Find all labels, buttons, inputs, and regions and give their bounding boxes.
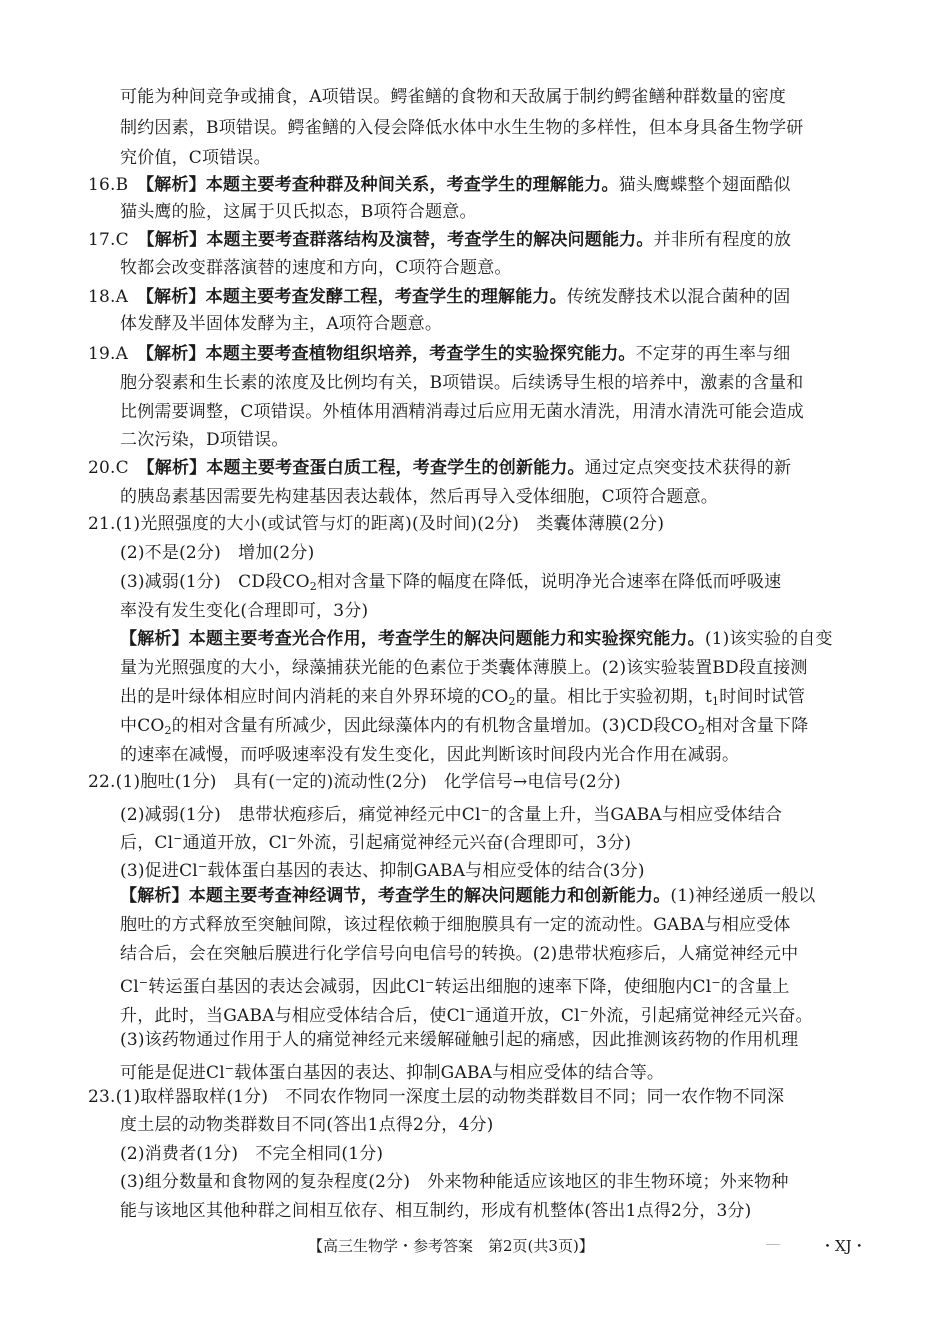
text: 外流，引起痛觉神经元兴奋(合理即可，3分) <box>296 833 632 853</box>
text: 的含量上升，当GABA与相应受体结合 <box>490 805 783 825</box>
text: Cl <box>120 977 139 997</box>
answer-23 <box>88 1086 784 1108</box>
superscript: − <box>173 832 183 845</box>
subscript: 2 <box>309 580 317 593</box>
text: (2)减弱(1分) 患带状疱疹后，痛觉神经元中Cl <box>120 805 481 825</box>
text-line: (3)该药物通过作用于人的痛觉神经元来缓解碰触引起的痛感，因此推测该药物的作用机理 <box>120 1030 799 1050</box>
question-number: 23. <box>88 1087 116 1107</box>
text: 转运蛋白基因的表达会减弱，因此Cl <box>148 977 426 997</box>
question-number: 16.B <box>88 175 129 195</box>
text: 的相对含量有所减少，因此绿藻体内的有机物含量增加。(3)CD段CO <box>171 716 699 736</box>
text: 的含量上 <box>720 977 790 997</box>
text-line: 可能为种间竞争或捕食，A项错误。鳄雀鳝的食物和天敌属于制约鳄雀鳝种群数量的密度 <box>120 87 787 107</box>
text-line <box>120 972 790 998</box>
question-number: 21. <box>88 514 116 534</box>
text: 可能是促进Cl <box>120 1063 225 1083</box>
text-line <box>120 856 645 882</box>
question-number: 19.A <box>88 344 129 364</box>
answer-16 <box>88 174 791 196</box>
text-line: 胞分裂素和生长素的浓度及比例均有关，B项错误。后续诱导生根的培养中，激素的含量和 <box>120 373 804 393</box>
superscript: − <box>465 1005 475 1018</box>
text: 后，Cl <box>120 833 174 853</box>
answer-22 <box>88 771 621 793</box>
text: 中CO <box>120 716 165 736</box>
superscript: − <box>579 1005 590 1018</box>
subscript: 1 <box>711 695 720 708</box>
subscript: 2 <box>164 724 172 737</box>
text-line <box>120 571 781 598</box>
text-line <box>120 715 808 742</box>
answer-20 <box>88 457 791 479</box>
text-line: (2)不是(2分) 增加(2分) <box>120 543 315 563</box>
text-line: 的胰岛素基因需要先构建基因表达载体，然后再导入受体细胞，C项符合题意。 <box>120 487 719 507</box>
question-number: 17.C <box>88 230 129 250</box>
text-line: (3)组分数量和食物网的复杂程度(2分) 外来物种能适应该地区的非生物环境；外来物种 <box>120 1172 789 1192</box>
text-line: 猫头鹰的脸，这属于贝氏拟态，B项符合题意。 <box>120 202 477 222</box>
text: (1)该实验的自变 <box>704 629 833 649</box>
text-line: 结合后，会在突触后膜进行化学信号向电信号的转换。(2)患带状疱疹后，人痛觉神经元中 <box>120 944 799 964</box>
subscript: 2 <box>698 724 706 737</box>
question-number: 20.C <box>88 458 129 478</box>
footer-divider <box>766 1244 780 1245</box>
text: (1)取样器取样(1分) 不同农作物同一深度土层的动物类群数目不同；同一农作物不同深 <box>115 1087 785 1107</box>
text: 通过定点突变技术获得的新 <box>584 458 792 478</box>
analysis-tag: 【解析】本题主要考查群落结构及演替，考查学生的解决问题能力。 <box>146 230 654 250</box>
text-line <box>120 1001 813 1027</box>
text: 外流，引起痛觉神经元兴奋。 <box>589 1006 813 1026</box>
answer-21 <box>88 513 664 535</box>
text-line: 能与该地区其他种群之间相互依存、相互制约，形成有机整体(答出1点得2分，3分) <box>120 1201 752 1221</box>
text-line: 体发酵及半固体发酵为主，A项符合题意。 <box>120 314 443 334</box>
superscript: − <box>224 1062 235 1075</box>
text: 相对含量下降 <box>705 716 809 736</box>
text-line: 制约因素，B项错误。鳄雀鳝的入侵会降低水体中水生生物的多样性，但本身具备生物学研 <box>120 118 804 138</box>
answer-17 <box>88 229 791 251</box>
analysis-line <box>120 628 833 650</box>
text: 并非所有程度的放 <box>653 230 792 250</box>
superscript: − <box>480 804 491 817</box>
text: 升，此时，当GABA与相应受体结合后，使Cl <box>120 1006 466 1026</box>
text-line <box>120 1058 664 1084</box>
text: 传统发酵技术以混合菌种的固 <box>566 287 791 307</box>
text: (3)促进Cl <box>120 861 198 881</box>
footer-code: ・XJ・ <box>820 1237 867 1255</box>
text: 猫头鹰蝶整个翅面酷似 <box>618 175 791 195</box>
text-line <box>120 828 631 854</box>
text: 载体蛋白基因的表达、抑制GABA与相应受体的结合等。 <box>234 1063 665 1083</box>
analysis-tag: 【解析】本题主要考查植物组织培养，考查学生的实验探究能力。 <box>145 344 636 364</box>
text: 转运出细胞的速率下降，使细胞内Cl <box>434 977 712 997</box>
analysis-tag: 【解析】本题主要考查发酵工程，考查学生的理解能力。 <box>145 287 567 307</box>
text-line: 的速率在减慢，而呼吸速率没有发生变化，因此判断该时间段内光合作用在减弱。 <box>120 745 740 765</box>
text: 相对含量下降的幅度在降低，说明净光合速率在降低而呼吸速 <box>316 572 782 592</box>
subscript: 2 <box>508 695 516 708</box>
text: 时间时试管 <box>719 687 806 707</box>
analysis-tag: 【解析】本题主要考查神经调节，考查学生的解决问题能力和创新能力。 <box>120 886 671 906</box>
analysis-tag: 【解析】本题主要考查光合作用，考查学生的解决问题能力和实验探究能力。 <box>120 629 705 649</box>
text: 的量。相比于实验初期，t <box>515 687 712 707</box>
text: (3)减弱(1分) CD段CO <box>120 572 310 592</box>
superscript: − <box>425 976 435 989</box>
text: 不定芽的再生率与细 <box>635 344 791 364</box>
text-line: 量为光照强度的大小，绿藻捕获光能的色素位于类囊体薄膜上。(2)该实验装置BD段直接测 <box>120 658 808 678</box>
text-line: 胞吐的方式释放至突触间隙，该过程依赖于细胞膜具有一定的流动性。GABA与相应受体 <box>120 915 791 935</box>
superscript: − <box>287 832 297 845</box>
superscript: − <box>711 976 721 989</box>
text-line: 度土层的动物类群数目不同(答出1点得2分，4分) <box>120 1115 494 1135</box>
text-line: 牧都会改变群落演替的速度和方向，C项符合题意。 <box>120 258 512 278</box>
superscript: − <box>138 976 149 989</box>
text-line <box>120 800 782 826</box>
question-number: 18.A <box>88 287 129 307</box>
text: 出的是叶绿体相应时间内消耗的来自外界环境的CO <box>120 687 509 707</box>
text-line <box>120 686 805 713</box>
text: (1)胞吐(1分) 具有(一定的)流动性(2分) 化学信号→电信号(2分) <box>115 772 621 792</box>
text-line: 究价值，C项错误。 <box>120 148 271 168</box>
text: (1)神经递质一般以 <box>670 886 816 906</box>
text: 通道开放，Cl <box>182 833 288 853</box>
question-number: 22. <box>88 772 116 792</box>
analysis-tag: 【解析】本题主要考查种群及种间关系，考查学生的理解能力。 <box>145 175 619 195</box>
footer-title: 【高三生物学・参考答案 第2页(共3页)】 <box>308 1237 594 1255</box>
text-line: (2)消费者(1分) 不完全相同(1分) <box>120 1144 384 1164</box>
superscript: − <box>197 860 208 873</box>
text-line: 率没有发生变化(合理即可，3分) <box>120 601 369 621</box>
text-line: 二次污染，D项错误。 <box>120 430 289 450</box>
text-line: 比例需要调整，C项错误。外植体用酒精消毒过后应用无菌水清洗，用清水清洗可能会造成 <box>120 402 805 422</box>
text: (1)光照强度的大小(或试管与灯的距离)(及时间)(2分) 类囊体薄膜(2分) <box>115 514 665 534</box>
answer-19 <box>88 343 790 365</box>
analysis-line <box>120 885 816 907</box>
text: 通道开放，Cl <box>474 1006 580 1026</box>
text: 载体蛋白基因的表达、抑制GABA与相应受体的结合(3分) <box>207 861 645 881</box>
answer-18 <box>88 286 790 308</box>
analysis-tag: 【解析】本题主要考查蛋白质工程，考查学生的创新能力。 <box>146 458 585 478</box>
